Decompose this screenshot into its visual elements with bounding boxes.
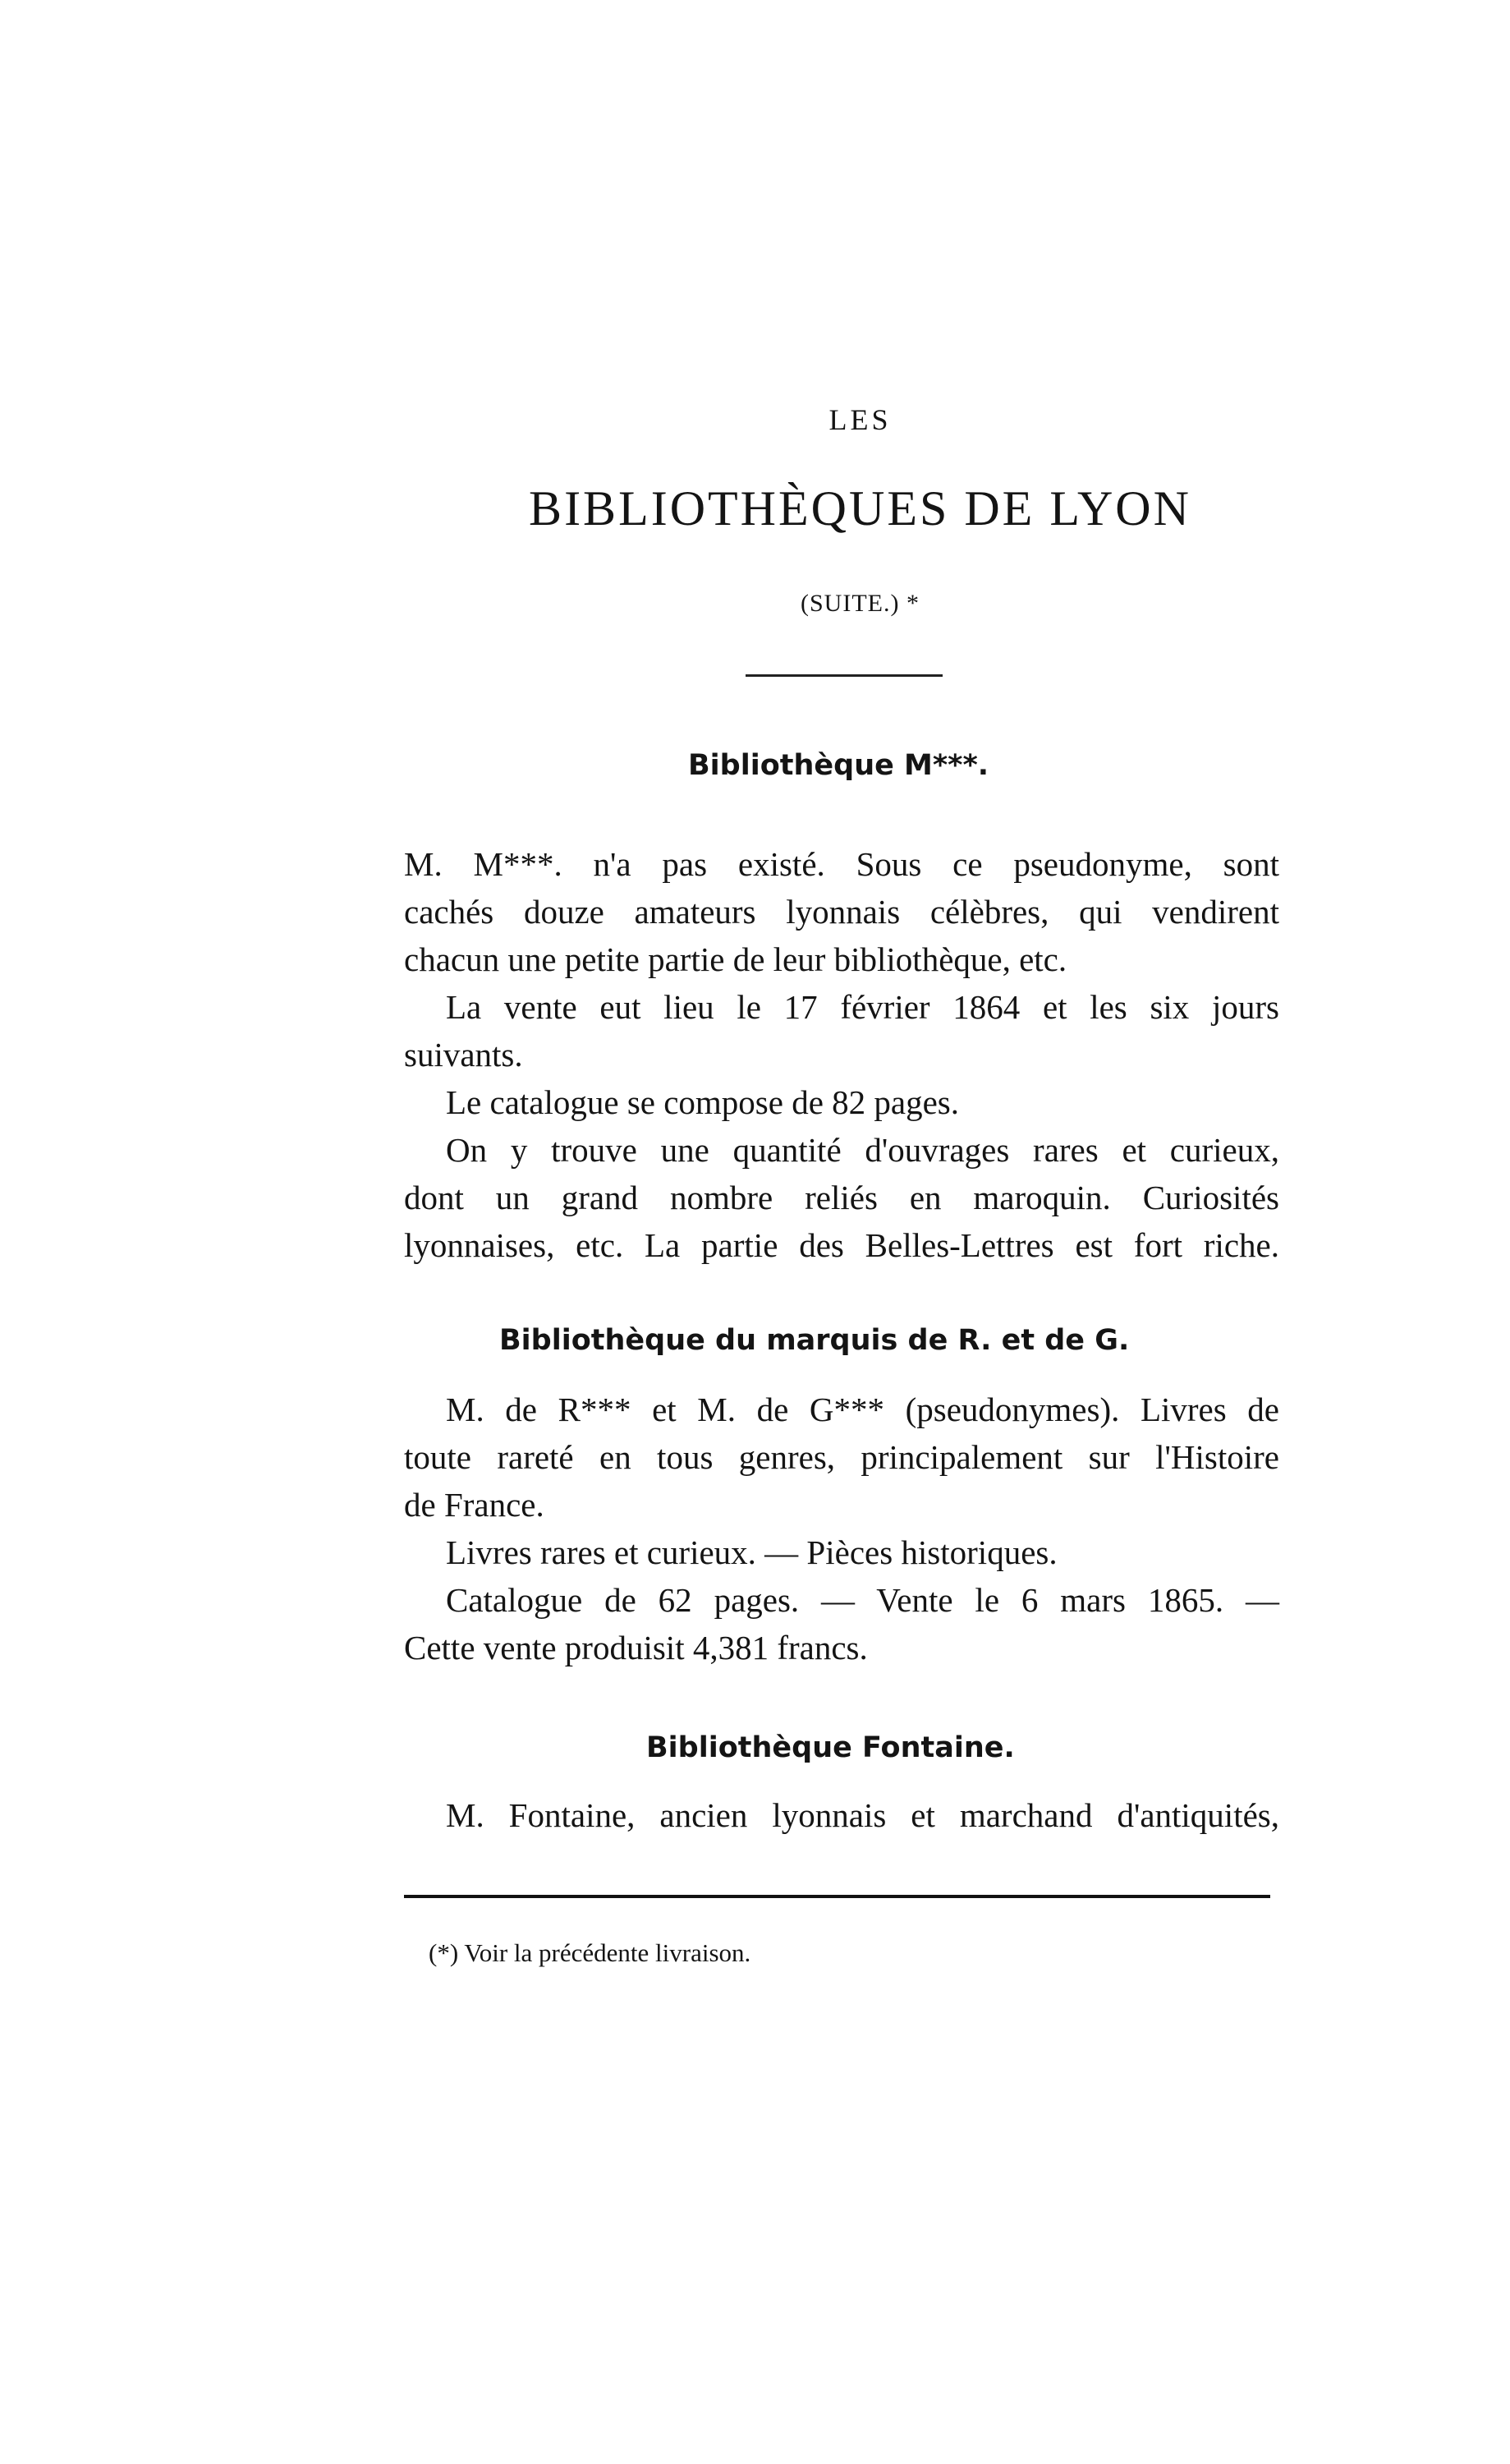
text-line: Le catalogue se compose de 82 pages. [446, 1083, 960, 1121]
footnote-rule [404, 1895, 1270, 1898]
text-line: dont un grand nombre reliés en maroquin. Curiosités [404, 1179, 1279, 1216]
text-line: lyonnaises, etc. La partie des Belles-Lettres est fort riche. [404, 1226, 1279, 1264]
text-line: M. de R*** et M. de G*** (pseudonymes). Livres de [446, 1391, 1279, 1428]
section-heading-fontaine: Bibliothèque Fontaine. [646, 1731, 1015, 1764]
text-line: Cette vente produisit 4,381 francs. [404, 1629, 868, 1666]
page-title: BIBLIOTHÈQUES DE LYON [529, 481, 1191, 536]
text-line: toute rareté en tous genres, principalement sur l'Histoire [404, 1438, 1279, 1476]
suite-label: (SUITE.) * [801, 590, 920, 617]
footnote: (*) Voir la précédente livraison. [429, 1938, 751, 1967]
section-heading-marquis: Bibliothèque du marquis de R. et de G. [499, 1324, 1130, 1357]
text-line: M. M***. n'a pas existé. Sous ce pseudonyme, sont [404, 845, 1279, 883]
title-suite [0, 590, 1510, 618]
text-line: de France. [404, 1486, 544, 1524]
text-line: M. Fontaine, ancien lyonnais et marchand d'antiquités, [446, 1796, 1279, 1834]
text-line: chacun une petite partie de leur bibliothèque, etc. [404, 940, 1067, 978]
text-line: suivants. [404, 1036, 523, 1073]
text-line: La vente eut lieu le 17 février 1864 et les six jours [446, 988, 1279, 1026]
text-line: On y trouve une quantité d'ouvrages rares et curieux, [446, 1131, 1279, 1169]
title-divider [746, 674, 943, 677]
text-line: cachés douze amateurs lyonnais célèbres, qui vendirent [404, 893, 1279, 931]
text-line: Livres rares et curieux. — Pièces historiques. [446, 1533, 1058, 1571]
section-heading-m: Bibliothèque M***. [688, 749, 989, 782]
text-line: Catalogue de 62 pages. — Vente le 6 mars 1865. — [446, 1581, 1279, 1619]
title-kicker: LES [828, 403, 892, 436]
